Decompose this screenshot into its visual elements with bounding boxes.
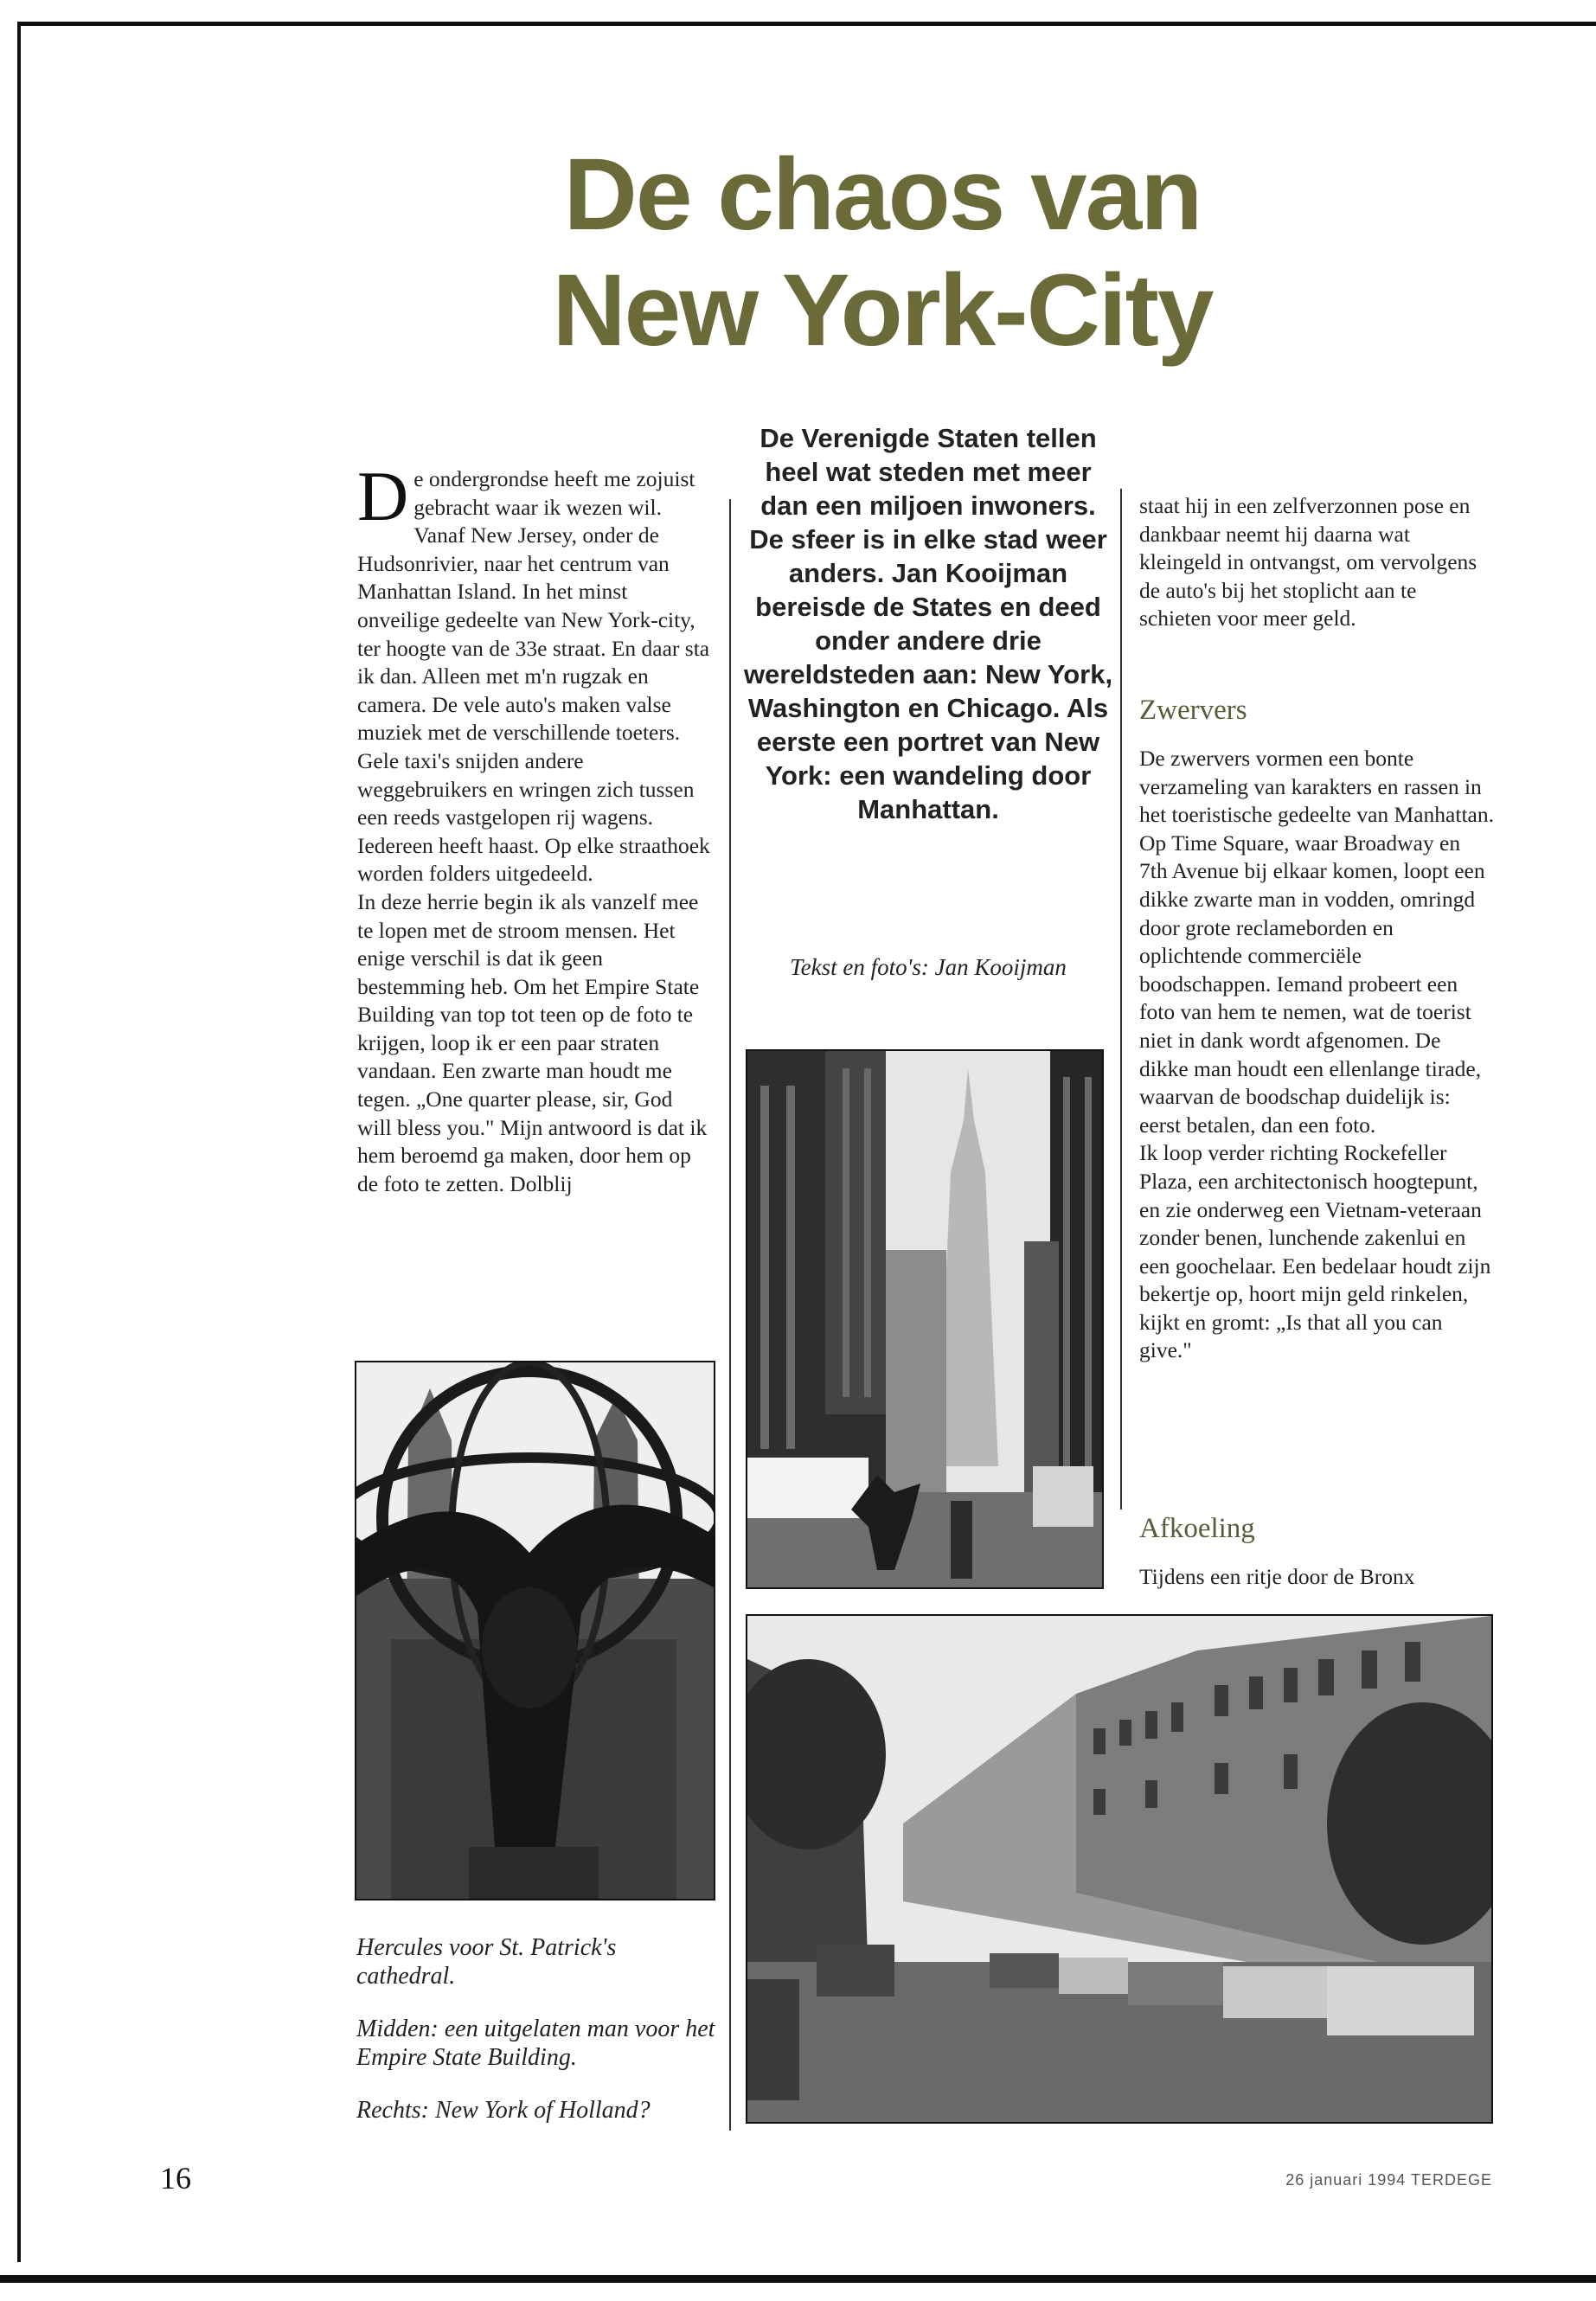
- column-rule-left: [729, 499, 731, 2131]
- page-border-top: [17, 22, 1596, 26]
- caption-new-york-holland: Rechts: New York of Holland?: [356, 2097, 651, 2124]
- body-paragraph: staat hij in een zelfverzonnen pose en dankbaar neemt hij daarna wat kleingeld in ontvangst, om vervolgens de auto's bij het stoplicht aan te schieten voor meer geld.: [1139, 493, 1477, 631]
- body-paragraph: Tijdens een ritje door de Bronx: [1139, 1564, 1415, 1589]
- body-paragraph: e ondergrondse heeft me zojuist gebracht waar ik wezen wil. Vanaf New Jersey, onder de Hudsonrivier, naar het centrum van Manhattan Island. In het minst onveilige gedeelte van New York-city, ter hoogte van de 33e straat. En daar sta ik dan. Alleen met m'n rugzak en camera. De vele auto's maken valse muziek met de verschillende toeters. Gele taxi's snijden andere weggebruikers en wringen zich tussen een reeds vastgelopen rij wagens. Iedereen heeft haast. Op elke straathoek worden folders uitgedeeld.: [357, 466, 710, 887]
- subhead-zwervers: Zwervers: [1139, 695, 1247, 726]
- body-paragraph: In deze herrie begin ik als vanzelf mee te lopen met de stroom mensen. Het enige verschil is dat ik geen bestemming heb. Om het Empire State Building van top tot teen op de foto te krijgen, loop ik er een paar straten vandaan. Een zwarte man houdt me tegen. „One quarter please, sir, God will bless you." Mijn antwoord is dat ik hem beroemd ga maken, door hem op de foto te zetten. Dolblij: [357, 888, 708, 1196]
- subhead-afkoeling: Afkoeling: [1139, 1513, 1255, 1544]
- caption-hercules: Hercules voor St. Patrick's cathedral.: [356, 1934, 617, 1990]
- byline: Tekst en foto's: Jan Kooijman: [790, 954, 1067, 980]
- right-column-top: [1139, 492, 1494, 633]
- drop-cap: D: [357, 457, 409, 535]
- headline-line-1: De chaos van: [563, 138, 1202, 252]
- photo-bronx-street: [746, 1614, 1493, 2124]
- page-number: 16: [160, 2161, 191, 2195]
- article-intro: De Verenigde Staten tellen heel wat steden met meer dan een miljoen inwoners. De sfeer is in elke stad weer anders. Jan Kooijman bereisde de States en deed onder andere drie wereldsteden aan: New York, Washington en Chicago. Als eerste een portret van New York: een wandeling door Manhattan.: [743, 423, 1113, 824]
- headline-line-2: New York-City: [552, 253, 1213, 368]
- caption-empire-state: Midden: een uitgelaten man voor het Empire State Building.: [356, 2016, 715, 2071]
- column-rule-right: [1120, 489, 1122, 1509]
- column-left: [357, 457, 712, 1198]
- photo-captions: [356, 1933, 715, 2149]
- right-column-bottom: [1139, 1563, 1494, 1592]
- photo-empire-state-building: [746, 1049, 1104, 1589]
- body-paragraph: De zwervers vormen een bonte verzameling van karakters en rassen in het toeristische gedeelte van Manhattan. Op Time Square, waar Broadway en 7th Avenue bij elkaar komen, loopt een dikke zwarte man in vodden, omringd door grote reclameborden en oplichtende commerciële boodschappen. Iemand probeert een foto van hem te nemen, wat de toerist niet in dank wordt afgenomen. De dikke man houdt een ellenlange tirade, waarvan de boodschap duidelijk is: eerst betalen, dan een foto.: [1139, 746, 1494, 1138]
- right-column-middle: [1139, 745, 1494, 1365]
- article-headline: [484, 137, 1280, 369]
- page-border-bottom: [0, 2275, 1596, 2283]
- page-border-left: [17, 22, 21, 2262]
- photo-hercules-st-patricks: [355, 1361, 715, 1900]
- issue-footer: 26 januari 1994 TERDEGE: [1285, 2171, 1492, 2189]
- body-paragraph: Ik loop verder richting Rockefeller Plaza, een architectonisch hoogtepunt, en zie onderweg een Vietnam-veteraan zonder benen, lunchende zakenlui en een goochelaar. Een bedelaar houdt zijn bekertje op, hoort mijn geld rinkelen, kijkt en gromt: „Is that all you can give.": [1139, 1140, 1491, 1363]
